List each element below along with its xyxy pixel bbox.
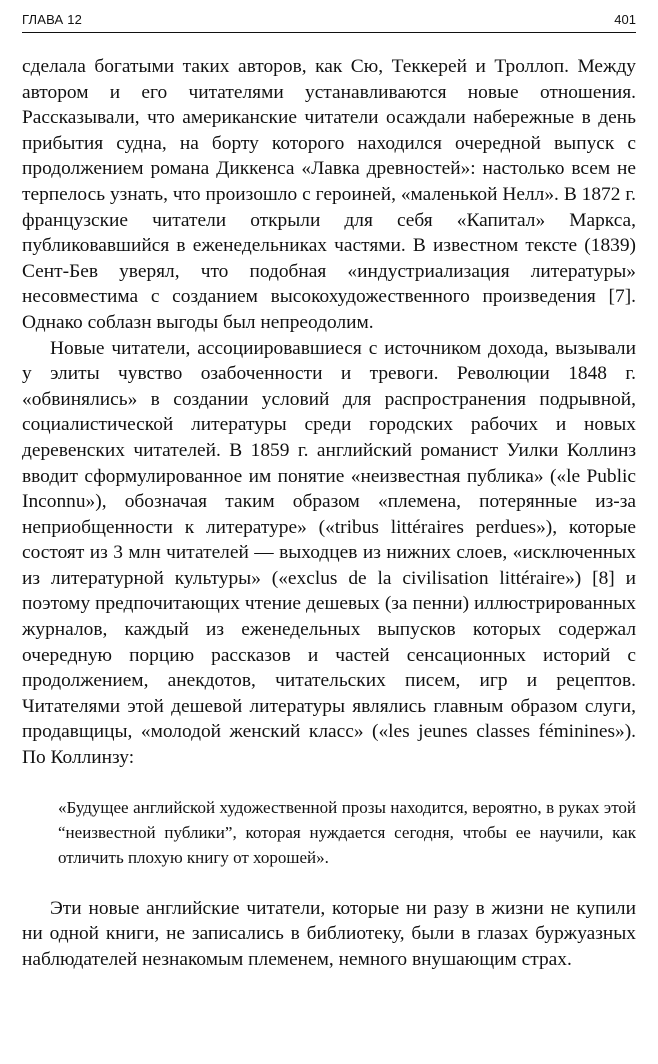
- paragraph-continued: сделала богатыми таких авторов, как Сю, Теккерей и Троллоп. Между автором и его читателями устанавливаются новые отношения. Рассказывали, что американские читатели осаждали набережные в день прибытия судна, на борту которого находился очередной выпуск с продолжением романа Диккенса «Лавка древностей»: настолько всем не терпелось узнать, что произошло с героиней, «маленькой Нелл». В 1872 г. французские читатели открыли для себя «Капитал» Маркса, публиковавшийся в еженедельниках частями. В известном тексте (1839) Сент-Бев уверял, что подобная «индустриализация литературы» несовместима с созданием высокохудожественного произведения [7]. Однако соблазн выгоды был непреодолим.: [22, 56, 636, 333]
- chapter-title: ГЛАВА 12: [22, 12, 83, 27]
- page-number: 401: [614, 12, 636, 27]
- paragraph-conclusion: Эти новые английские читатели, которые ни разу в жизни не купили ни одной книги, не записались в библиотеку, были в глазах буржуазных наблюдателей незнакомым племенем, немного внушающим страх.: [22, 897, 636, 970]
- page-body: [22, 54, 636, 972]
- block-quote: «Будущее английской художественной прозы находится, вероятно, в руках этой “неизвестной публики”, которая нуждается сегодня, чтобы ее научили, как отличить плохую книгу от хорошей».: [58, 797, 636, 867]
- paragraph-new-readers: Новые читатели, ассоциировавшиеся с источником дохода, вызывали у элиты чувство озабоченности и тревоги. Революции 1848 г. «обвинялись» в создании условий для распространения подрывной, социалистической литературы среди городских рабочих и новых деревенских читателей. В 1859 г. английский романист Уилки Коллинз вводит сформулированное им понятие «неизвестная публика» («le Public Inconnu»), обозначая таким образом «племена, потерянные из-за неприобщенности к литературе» («tribus littéraires perdues»), которые состоят из 3 млн читателей — выходцев из нижних слоев, «исключенных из литературной культуры» («exclus de la civilisation littéraire») [8] и поэтому предпочитающих чтение дешевых (за пенни) иллюстрированных журналов, каждый из еженедельных выпусков которых содержал очередную порцию рассказов и частей сенсационных историй с продолжением, анекдотов, читательских писем, игр и рецептов. Читателями этой дешевой литературы являлись главным образом слуги, продавщицы, «молодой женский класс» («les jeunes classes féminines»). По Коллинзу:: [22, 337, 636, 769]
- running-header: [22, 8, 636, 33]
